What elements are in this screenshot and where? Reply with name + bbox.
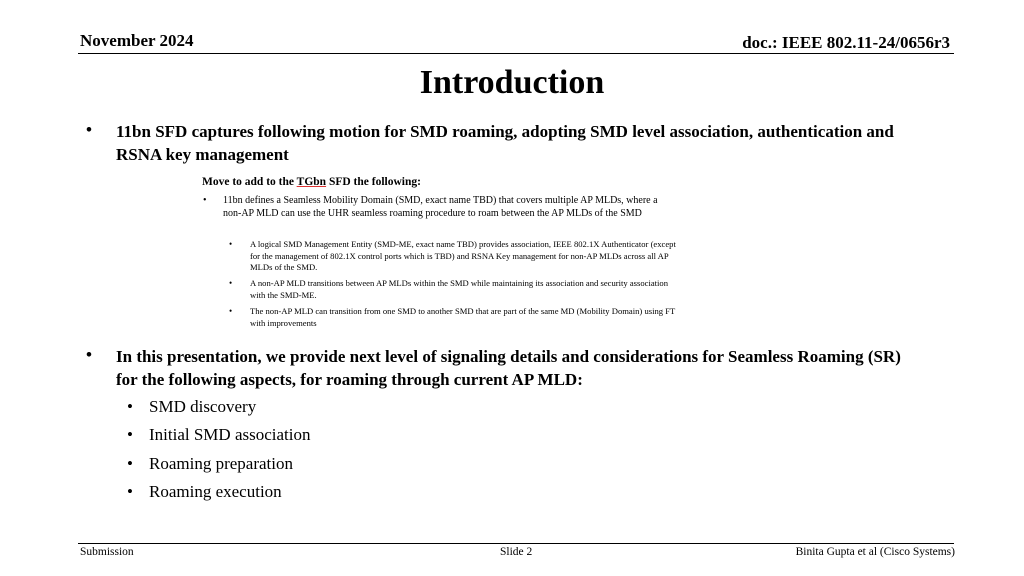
bullet-motion-intro: 11bn SFD captures following motion for SMD roaming, adopting SMD level association, authentication and RSNA key management: [116, 122, 894, 164]
motion-sub-item: A logical SMD Management Entity (SMD-ME, exact name TBD) provides association, IEEE 802.1X Authenticator (except for the management of 802.1X control ports which is TBD) and RSNA Key management for non-AP MLDs across all AP MLDs of the SMD.: [250, 239, 676, 272]
motion-sub-marker: •: [229, 239, 233, 249]
bullet-marker: •: [86, 345, 92, 364]
bullet-marker: •: [86, 120, 92, 139]
slide-title: Introduction: [419, 64, 605, 101]
bullet-presentation-scope: In this presentation, we provide next level of signaling details and considerations for Seamless Roaming (SR) for the following aspects, for roaming through current AP MLD:: [116, 347, 901, 389]
footer-author: Binita Gupta et al (Cisco Systems): [795, 546, 955, 558]
aspect-item: Initial SMD association: [149, 425, 311, 444]
header-date: November 2024: [80, 31, 194, 50]
header-doc-id: doc.: IEEE 802.11-24/0656r3: [742, 33, 950, 52]
motion-main-text: 11bn defines a Seamless Mobility Domain (SMD, exact name TBD) that covers multiple AP MLDs, where a non-AP MLD can use the UHR seamless roaming procedure to roam between the AP MLDs of the SMD: [223, 195, 658, 219]
aspect-item: SMD discovery: [149, 397, 257, 416]
footer-submission: Submission: [80, 546, 134, 558]
motion-bullet-marker: •: [203, 195, 207, 206]
footer-divider: [78, 543, 954, 544]
motion-sub-marker: •: [229, 278, 233, 288]
motion-sub-marker: •: [229, 306, 233, 316]
footer-slide-number: Slide 2: [500, 546, 533, 558]
motion-excerpt-image: [196, 174, 696, 334]
sub-bullet-marker: •: [127, 454, 133, 473]
header-divider: [78, 53, 954, 54]
aspect-item: Roaming execution: [149, 482, 282, 501]
sub-bullet-marker: •: [127, 425, 133, 444]
motion-sub-item: The non-AP MLD can transition from one SMD to another SMD that are part of the same MD (Mobility Domain) using FT with improvements: [250, 306, 676, 328]
sub-bullet-marker: •: [127, 397, 133, 416]
sub-bullet-marker: •: [127, 482, 133, 501]
aspect-item: Roaming preparation: [149, 454, 293, 473]
motion-heading: Move to add to the TGbn SFD the following:: [202, 176, 421, 188]
motion-sub-item: A non-AP MLD transitions between AP MLDs within the SMD while maintaining its association and security association with the SMD-ME.: [250, 278, 669, 300]
